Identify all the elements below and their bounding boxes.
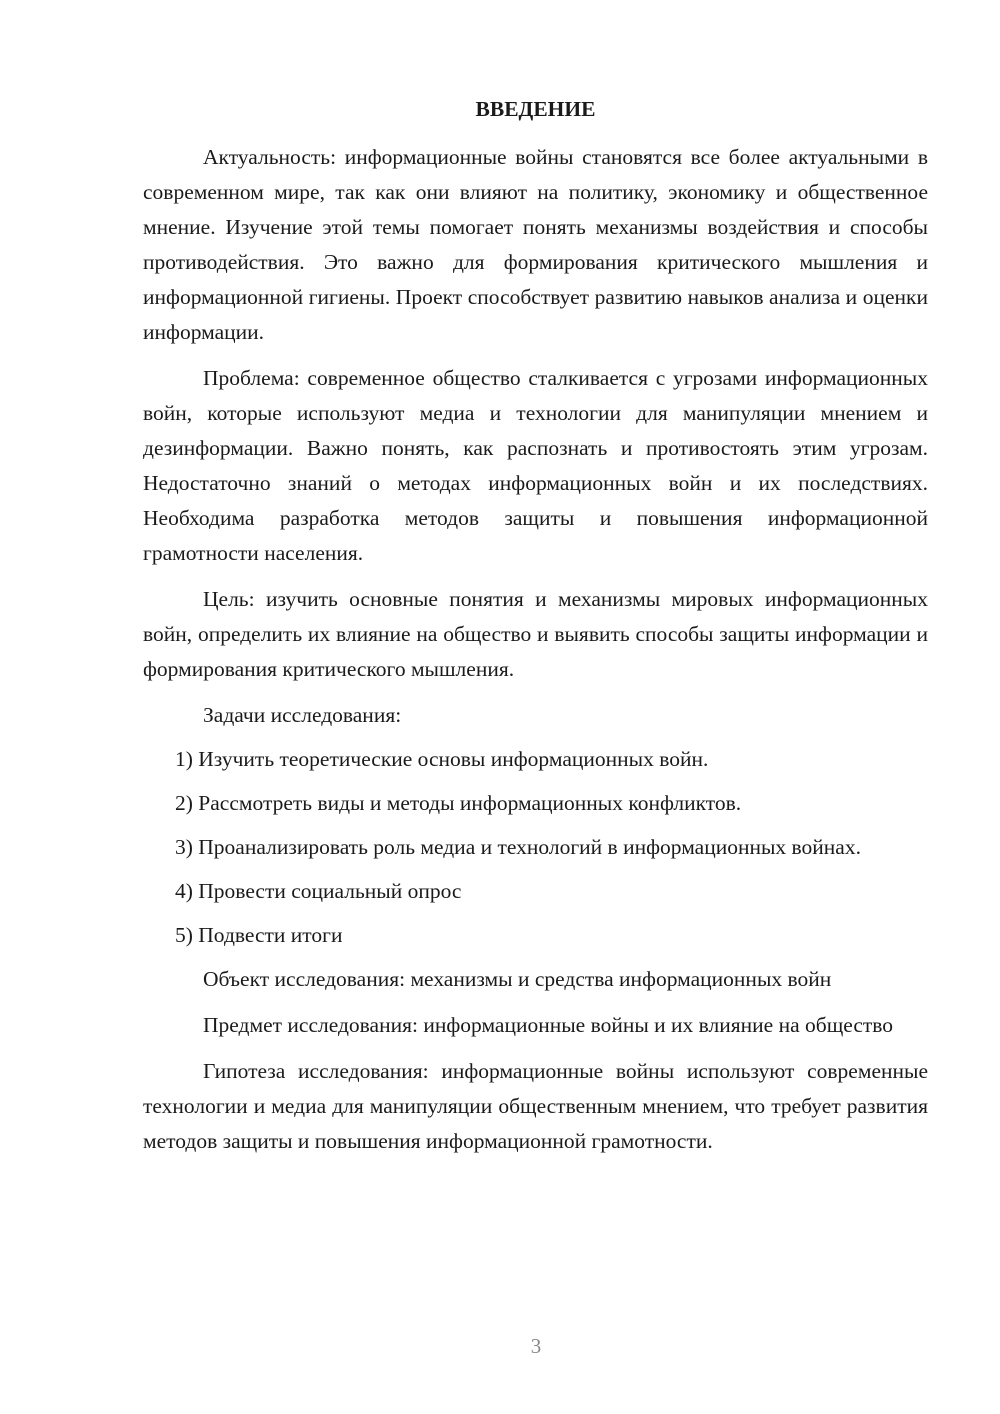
page-title: ВВЕДЕНИЕ (475, 97, 596, 121)
list-item: 1) Изучить теоретические основы информационных войн. (175, 747, 709, 771)
list-item: 5) Подвести итоги (175, 923, 343, 947)
paragraph-problem: Проблема: современное общество сталкивается с угрозами информационных войн, которые используют медиа и технологии для манипуляции мнением и дезинформации. Важно понять, как распознать и противостоять этим угрозам. Недостаточно знаний о методах информационных войн и их последствиях. Необходима разработка методов защиты и повышения информационной грамотности населения. (143, 366, 928, 565)
list-item: 2) Рассмотреть виды и методы информационных конфликтов. (175, 791, 742, 815)
list-item: 3) Проанализировать роль медиа и технологий в информационных войнах. (175, 835, 861, 859)
paragraph-object: Объект исследования: механизмы и средства информационных войн (203, 967, 832, 991)
tasks-list (143, 742, 928, 953)
document-page (143, 92, 928, 1170)
paragraph-goal: Цель: изучить основные понятия и механизмы мировых информационных войн, определить их влияние на общество и выявить способы защиты информации и формирования критического мышления. (143, 587, 928, 681)
paragraph-hypothesis: Гипотеза исследования: информационные войны используют современные технологии и медиа для манипуляции общественным мнением, что требует развития методов защиты и повышения информационной грамотности. (143, 1059, 928, 1153)
list-item: 4) Провести социальный опрос (175, 879, 462, 903)
paragraph-subject: Предмет исследования: информационные войны и их влияние на общество (203, 1013, 894, 1037)
page-number: 3 (530, 1334, 542, 1358)
paragraph-relevance: Актуальность: информационные войны становятся все более актуальными в современном мире, так как они влияют на политику, экономику и общественное мнение. Изучение этой темы помогает понять механизмы воздействия и способы противодействия. Это важно для формирования критического мышления и информационной гигиены. Проект способствует развитию навыков анализа и оценки информации. (143, 145, 928, 344)
tasks-heading: Задачи исследования: (203, 703, 402, 727)
